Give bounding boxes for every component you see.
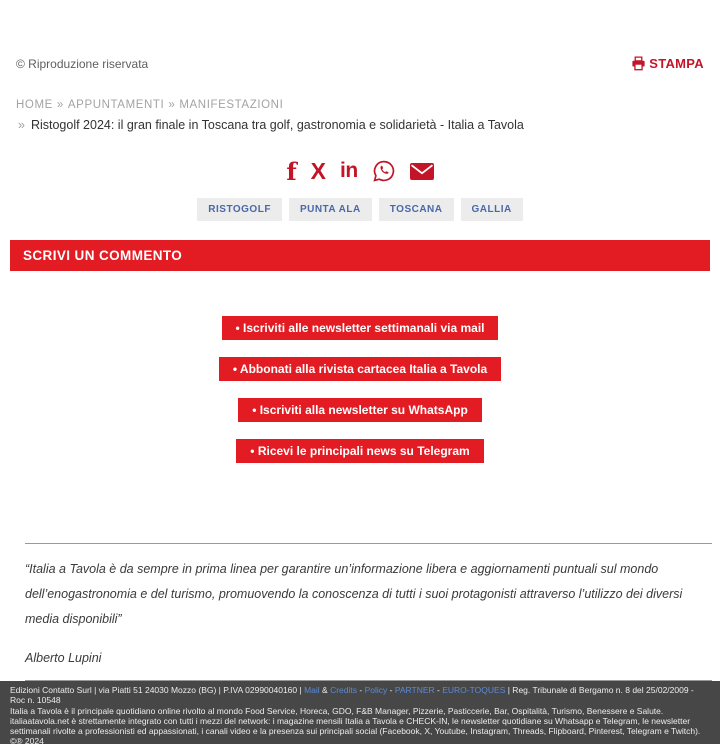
print-button[interactable] [631,56,704,71]
breadcrumb-appuntamenti[interactable]: APPUNTAMENTI [67,99,165,111]
linkedin-share-icon[interactable]: in [340,159,358,182]
magazine-subscribe-button[interactable]: • Abbonati alla rivista cartacea Italia a Tavola [219,357,501,381]
footer-link-policy[interactable]: Policy [364,684,388,695]
tag-list [0,198,720,221]
news-telegram-button[interactable]: • Ricevi le principali news su Telegram [236,439,483,463]
footer-company-info: Edizioni Contatto Surl | via Piatti 51 24030 Mozzo (BG) | P.IVA 02990040160 | [10,684,305,695]
footer-separator: - [387,684,395,695]
write-comment-banner[interactable] [10,240,710,271]
footer-link-mail[interactable]: Mail [304,684,320,695]
footer-link-partner[interactable]: PARTNER [394,684,435,695]
footer-link-credits[interactable]: Credits [330,684,358,695]
article-title: Ristogolf 2024: il gran finale in Toscana tra golf, gastronomia e solidarietà - Italia a Tavola [30,118,524,132]
newsletter-cta-list [0,316,720,463]
breadcrumb-manifestazioni[interactable]: MANIFESTAZIONI [179,99,284,111]
tag-gallia[interactable]: GALLIA [461,198,523,221]
x-twitter-share-icon[interactable]: X [310,157,326,184]
print-label: STAMPA [649,56,704,71]
breadcrumb-current-page [16,115,704,135]
tag-punta-ala[interactable]: PUNTA ALA [289,198,372,221]
breadcrumb [16,95,704,135]
article-meta-row [16,56,704,71]
tag-ristogolf[interactable]: RISTOGOLF [197,198,282,221]
footer-separator: & [319,684,331,695]
newsletter-whatsapp-button[interactable]: • Iscriviti alla newsletter su WhatsApp [238,398,482,422]
email-share-icon[interactable] [410,158,434,184]
footer-link-euro-toques[interactable]: EURO-TOQUES [442,684,506,695]
site-footer [0,681,720,744]
editor-quote: “Italia a Tavola è da sempre in prima linea per garantire un’informazione libera e aggiornamenti puntuali sul mondo dell’enogastronomia e del turismo, promuovendo la conoscenza di tutti i suoi protagonisti attraverso l’utilizzo dei diversi media disponibili” [25,561,683,626]
breadcrumb-separator: » [18,118,25,132]
whatsapp-share-icon[interactable] [372,158,396,184]
breadcrumb-trail [16,95,704,115]
facebook-share-icon[interactable]: f [286,156,297,186]
printer-icon [631,56,646,71]
copyright-note: © Riproduzione riservata [16,56,149,71]
tag-toscana[interactable]: TOSCANA [379,198,454,221]
footer-description: Italia a Tavola è il principale quotidiano online rivolto al mondo Food Service, Horeca, GDO, F&B Manager, Pizzerie, Pasticcerie, Bar, Ospitalità, Turismo, Benessere e Salute. italiaatavola.net è strettamente integrato con tutti i mezzi del network: i magazine mensili Italia a Tavola e CHECK-IN, le newsletter quotidiane su Whatsapp e Telegram, le newsletter settimanali rivolte a professionisti ed appassionati, i canali video e la presenza sui principali social (Facebook, X, Youtube, Instagram, Threads, Flipboard, Pinterest, Telegram e Twitch). ©® 2024 [10,705,701,746]
editor-quote-section [0,543,720,681]
divider [25,543,712,544]
footer-separator: - [434,684,443,695]
share-bar [0,158,720,184]
footer-registry-info: | Reg. Tribunale di Bergamo n. 8 del 25/02/2009 - Roc n. 10548 [10,684,694,705]
breadcrumb-home[interactable]: HOME [16,99,53,111]
breadcrumb-separator: » [168,99,176,111]
newsletter-mail-button[interactable]: • Iscriviti alle newsletter settimanali via mail [222,316,499,340]
quote-author: Alberto Lupini [25,650,102,665]
write-comment-label: SCRIVI UN COMMENTO [23,247,183,263]
footer-legal-line [10,685,710,705]
breadcrumb-separator: » [56,99,64,111]
footer-separator: - [357,684,365,695]
